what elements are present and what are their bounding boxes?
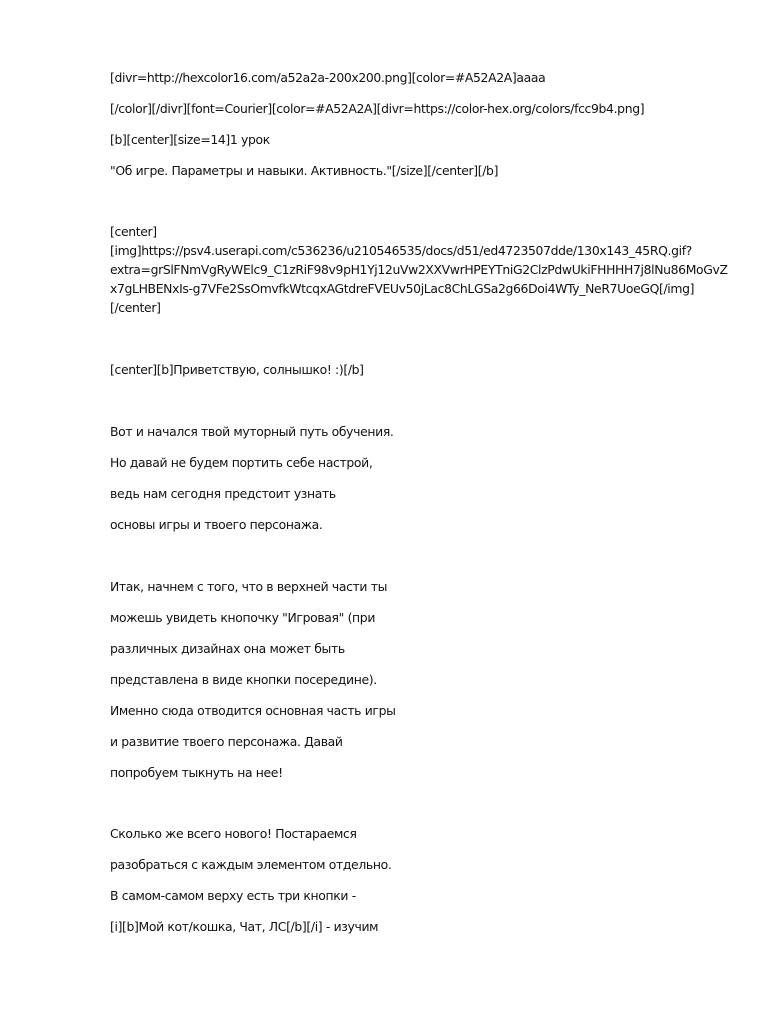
paragraph-2-line-1: Итак, начнем с того, что в верхней части ты (110, 579, 388, 594)
paragraph-3-line-3: В самом-самом верху есть три кнопки - (110, 888, 356, 903)
lesson-subtitle-line: "Об игре. Параметры и навыки. Активность."[/size][/center][/b] (110, 163, 499, 178)
paragraph-3-line-4: [i][b]Мой кот/кошка, Чат, ЛС[/b][/i] - изучим (110, 919, 379, 934)
lesson-title-line: [b][center][size=14]1 урок (110, 132, 270, 147)
paragraph-2-line-6: и развитие твоего персонажа. Давай (110, 734, 343, 749)
greeting-line: [center][b]Приветствую, солнышко! :)[/b] (110, 362, 364, 377)
paragraph-2-line-3: различных дизайнах она может быть (110, 641, 345, 656)
paragraph-1-line-3: ведь нам сегодня предстоит узнать (110, 486, 336, 501)
center-close-tag: [/center] (110, 300, 161, 315)
paragraph-2-line-2: можешь увидеть кнопочку "Игровая" (при (110, 610, 376, 625)
image-url-line-3: x7gLHBENxIs-g7VFe2SsOmvfkWtcqxAGtdreFVEUv50jLac8ChLGSa2g66Doi4WTy_NeR7UoeGQ[/img] (110, 281, 695, 296)
bbcode-line-close-divr: [/color][/divr][font=Courier][color=#A52A2A][divr=https://color-hex.org/colors/fcc9b4.png] (110, 101, 645, 116)
image-url-line-1: [img]https://psv4.userapi.com/c536236/u210546535/docs/d51/ed4723507dde/130x143_45RQ.gif? (110, 243, 692, 258)
image-url-line-2: extra=grSlFNmVgRyWElc9_C1zRiF98v9pH1Yj12uVw2XXVwrHPEYTniG2ClzPdwUkiFHHHH7j8lNu86MoGvZ (110, 262, 728, 277)
center-open-tag: [center] (110, 224, 157, 239)
paragraph-3-line-2: разобраться с каждым элементом отдельно. (110, 857, 392, 872)
paragraph-1-line-4: основы игры и твоего персонажа. (110, 517, 323, 532)
paragraph-1-line-1: Вот и начался твой муторный путь обучения. (110, 424, 394, 439)
paragraph-2-line-4: представлена в виде кнопки посередине). (110, 672, 377, 687)
paragraph-2-line-7: попробуем тыкнуть на нее! (110, 765, 283, 780)
bbcode-line-divr-color: [divr=http://hexcolor16.com/a52a2a-200x200.png][color=#A52A2A]aaaa (110, 70, 546, 85)
paragraph-1-line-2: Но давай не будем портить себе настрой, (110, 455, 373, 470)
paragraph-3-line-1: Сколько же всего нового! Постараемся (110, 826, 357, 841)
paragraph-2-line-5: Именно сюда отводится основная часть игры (110, 703, 396, 718)
